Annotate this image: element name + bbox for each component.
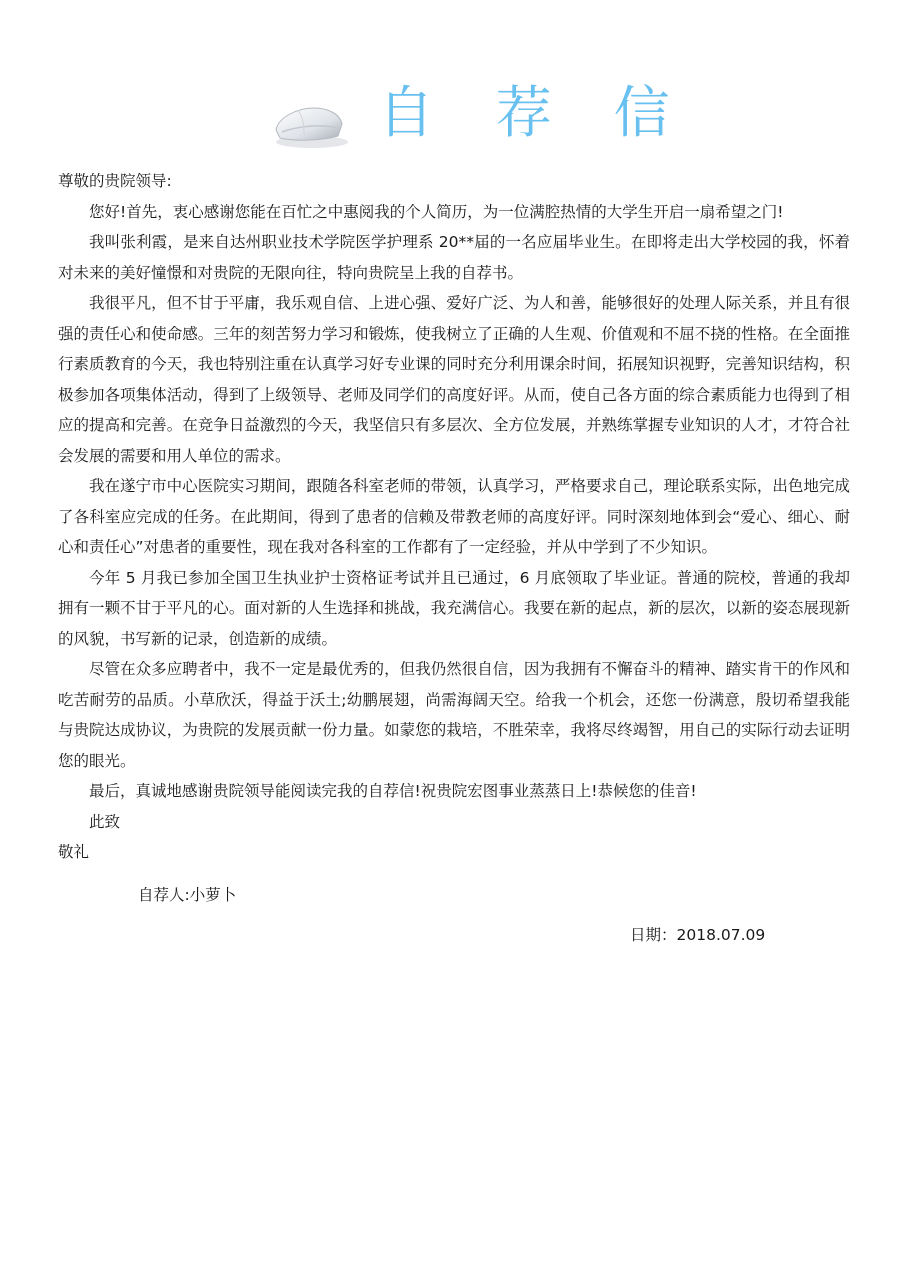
nurse-cap-icon [268,96,350,150]
closing-jingli: 敬礼 [58,843,90,861]
paragraph-4: 我在遂宁市中心医院实习期间，跟随各科室老师的带领，认真学习，严格要求自己，理论联系实际，出色地完成了各科室应完成的任务。在此期间，得到了患者的信赖及带教老师的高度好评。同时深刻地体到会“爱心、细心、耐心和责任心”对患者的重要性，现在我对各科室的工作都有了一定经验，并从中学到了不少知识。 [58,477,850,556]
paragraph-5: 今年 5 月我已参加全国卫生执业护士资格证考试并且已通过，6 月底领取了毕业证。普通的院校，普通的我却拥有一颗不甘于平凡的心。面对新的人生选择和挑战，我充满信心。我要在新的起点，新的层次，以新的姿态展现新的风貌，书写新的记录，创造新的成绩。 [58,568,850,648]
signature-name: 小萝卜 [189,885,237,904]
paragraph-6: 尽管在众多应聘者中，我不一定是最优秀的，但我仍然很自信，因为我拥有不懈奋斗的精神、踏实肯干的作风和吃苦耐劳的品质。小草欣沃，得益于沃土;幼鹏展翅，尚需海阔天空。给我一个机会，还您一份满意，殷切希望我能与贵院达成协议，为贵院的发展贡献一份力量。如蒙您的栽培，不胜荣幸，我将尽终竭智，用自己的实际行动去证明您的眼光。 [58,660,850,770]
letter-body [58,166,850,951]
signature [58,880,850,911]
letter-header [0,72,905,162]
greeting: 尊敬的贵院领导: [58,172,172,190]
paragraph-7: 最后，真诚地感谢贵院领导能阅读完我的自荐信!祝贵院宏图事业蒸蒸日上!恭候您的佳音! [89,782,697,800]
paragraph-1: 您好!首先，衷心感谢您能在百忙之中惠阅我的个人简历，为一位满腔热情的大学生开启一扇希望之门! [89,202,784,221]
paragraph-3: 我很平凡，但不甘于平庸，我乐观自信、上进心强、爱好广泛、为人和善，能够很好的处理人际关系，并且有很强的责任心和使命感。三年的刻苦努力学习和锻炼，使我树立了正确的人生观、价值观和不屈不挠的性格。在全面推行素质教育的今天，我也特别注重在认真学习好专业课的同时充分利用课余时间，拓展知识视野，完善知识结构，积极参加各项集体活动，得到了上级领导、老师及同学们的高度好评。从而，使自己各方面的综合素质能力也得到了相应的提高和完善。在竞争日益激烈的今天，我坚信只有多层次、全方位发展，并熟练掌握专业知识的人才，才符合社会发展的需要和用人单位的需求。 [58,294,850,465]
letter-title: 自 荐 信 [378,81,692,146]
letter-date: 日期：2018.07.09 [630,926,766,944]
signature-label: 自荐人: [138,885,190,904]
paragraph-2: 我叫张利霞，是来自达州职业技术学院医学护理系 20**届的一名应届毕业生。在即将走出大学校园的我，怀着对未来的美好憧憬和对贵院的无限向往，特向贵院呈上我的自荐书。 [58,233,850,282]
closing-cizhi: 此致 [89,812,121,831]
